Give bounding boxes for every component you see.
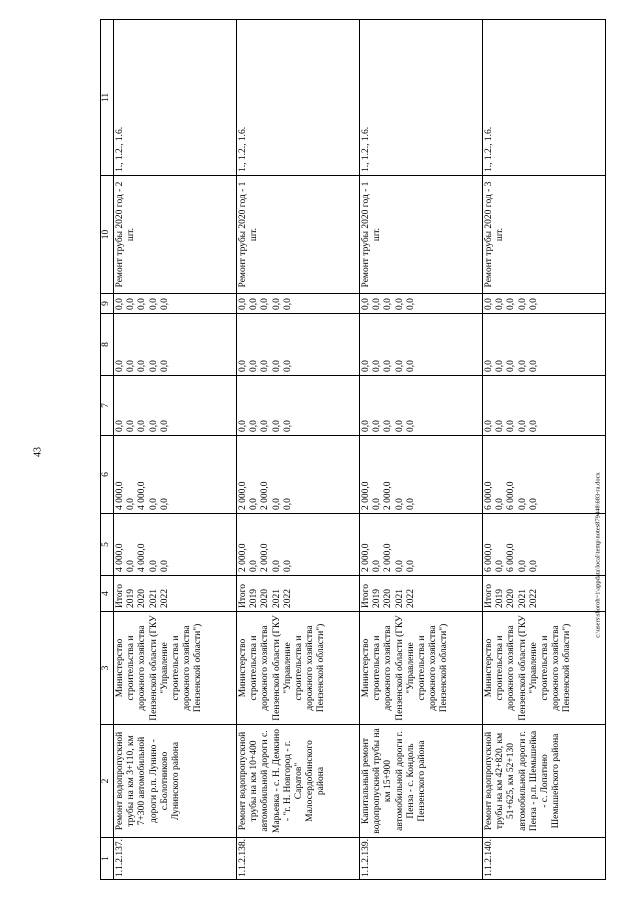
- table-row: [483, 20, 606, 880]
- amount-col7-value: 0,0: [260, 420, 271, 432]
- amount-col8: [237, 314, 360, 376]
- amount-col7-value: 0,0: [126, 420, 137, 432]
- rotated-table-wrapper: [100, 20, 606, 880]
- amount-col6-value: 0,0: [394, 498, 405, 510]
- executor: Министерство строительства и дорожного хозяйства Пензенской области (ГКУ "Управление строительства и дорожного хозяйства Пензенской области"): [360, 612, 483, 725]
- year-cell-value: 2021: [394, 589, 405, 608]
- amount-col9-value: 0,0: [115, 298, 125, 310]
- amount-col9-value: 0,0: [361, 298, 371, 310]
- indicator-link: 1., 1.2., 1.6.: [483, 20, 606, 176]
- amount-col6-value: 2 000,0: [361, 481, 371, 510]
- activity-name: Ремонт водопропускной трубы на км 10+400 автомобильной дороги с. Марьевка - с. Н. Демкино - "г. Н. Новгород - г. Саратов" Малосердобинского района: [237, 725, 360, 838]
- column-number: 3: [101, 612, 114, 725]
- amount-col9-value: 0,0: [271, 298, 282, 310]
- year-cell-value: Итого: [484, 583, 494, 608]
- amount-col8-value: 0,0: [484, 360, 494, 372]
- amount-col9: [360, 294, 483, 314]
- year-cell: [114, 576, 237, 612]
- amount-col9-value: 0,0: [394, 298, 405, 310]
- column-number: 11: [101, 20, 114, 176]
- year-cell-value: 2020: [506, 589, 517, 608]
- amount-col6-value: 0,0: [271, 498, 282, 510]
- year-cell-value: 2019: [126, 589, 137, 608]
- amount-col6-value: 0,0: [249, 498, 260, 510]
- amount-col9-value: 0,0: [528, 298, 539, 310]
- table-row: [360, 20, 483, 880]
- amount-col8-value: 0,0: [271, 360, 282, 372]
- activity-name: Капитальный ремонт водопропускной трубы на км 15+900 автомобильной дороги г. Пенза - с. Кондоль Пензенского района: [360, 725, 483, 838]
- amount-col9-value: 0,0: [238, 298, 248, 310]
- amount-col6-value: 2 000,0: [238, 481, 248, 510]
- executor: Министерство строительства и дорожного хозяйства Пензенской области (ГКУ "Управление строительства и дорожного хозяйства Пензенской области"): [237, 612, 360, 725]
- amount-col9: [483, 294, 606, 314]
- year-cell: [360, 576, 483, 612]
- amount-col8-value: 0,0: [372, 360, 383, 372]
- amount-col8-value: 0,0: [137, 360, 148, 372]
- year-cell-value: Итого: [238, 583, 248, 608]
- amount-col6: [360, 436, 483, 514]
- amount-col6: [114, 436, 237, 514]
- amount-col7-value: 0,0: [282, 420, 293, 432]
- amount-col8-value: 0,0: [260, 360, 271, 372]
- amount-col8-value: 0,0: [238, 360, 248, 372]
- amount-col7-value: 0,0: [238, 420, 248, 432]
- amount-col8: [114, 314, 237, 376]
- amount-col9-value: 0,0: [159, 298, 170, 310]
- amount-col7-value: 0,0: [372, 420, 383, 432]
- expected-result: Ремонт трубы 2020 год - 2 шт.: [114, 176, 237, 294]
- amount-col7: [483, 376, 606, 436]
- amount-col5-value: 2 000,0: [260, 543, 271, 572]
- amount-col7: [237, 376, 360, 436]
- amount-col9-value: 0,0: [517, 298, 528, 310]
- amount-col7-value: 0,0: [383, 420, 394, 432]
- executor: Министерство строительства и дорожного хозяйства Пензенской области (ГКУ "Управление строительства и дорожного хозяйства Пензенской области"): [114, 612, 237, 725]
- year-cell-value: 2022: [282, 589, 293, 608]
- year-cell-value: 2019: [372, 589, 383, 608]
- amount-col8-value: 0,0: [517, 360, 528, 372]
- expected-result: Ремонт трубы 2020 год - 3 шт.: [483, 176, 606, 294]
- amount-col7-value: 0,0: [159, 420, 170, 432]
- amount-col5-value: 0,0: [528, 560, 539, 572]
- amount-col5-value: 2 000,0: [361, 543, 371, 572]
- amount-col8-value: 0,0: [495, 360, 506, 372]
- amount-col8-value: 0,0: [405, 360, 416, 372]
- amount-col9-value: 0,0: [137, 298, 148, 310]
- amount-col5-value: 0,0: [405, 560, 416, 572]
- amount-col6: [237, 436, 360, 514]
- amount-col8-value: 0,0: [126, 360, 137, 372]
- amount-col8-value: 0,0: [159, 360, 170, 372]
- amount-col8-value: 0,0: [282, 360, 293, 372]
- column-number: 8: [101, 314, 114, 376]
- amount-col5: [237, 514, 360, 576]
- amount-col7-value: 0,0: [495, 420, 506, 432]
- amount-col7-value: 0,0: [394, 420, 405, 432]
- amount-col7-value: 0,0: [361, 420, 371, 432]
- amount-col8-value: 0,0: [115, 360, 125, 372]
- amount-col7-value: 0,0: [506, 420, 517, 432]
- column-number: 7: [101, 376, 114, 436]
- amount-col5-value: 0,0: [148, 560, 159, 572]
- year-cell-value: 2022: [159, 589, 170, 608]
- amount-col5: [114, 514, 237, 576]
- amount-col6-value: 2 000,0: [383, 481, 394, 510]
- indicator-link: 1., 1.2., 1.6.: [114, 20, 237, 176]
- amount-col7-value: 0,0: [271, 420, 282, 432]
- column-number: 10: [101, 176, 114, 294]
- amount-col9-value: 0,0: [260, 298, 271, 310]
- row-number: 1.1.2.140.: [483, 838, 606, 880]
- amount-col9-value: 0,0: [495, 298, 506, 310]
- column-number: 6: [101, 436, 114, 514]
- amount-col9: [237, 294, 360, 314]
- year-cell-value: 2019: [249, 589, 260, 608]
- column-number: 5: [101, 514, 114, 576]
- amount-col9-value: 0,0: [126, 298, 137, 310]
- program-table: [100, 19, 606, 880]
- activity-name: Ремонт водопропускной трубы на км 3+110, км 7+300 автомобильной дороги р.п. Лунино - с.Болотниково Лунинского района: [114, 725, 237, 838]
- amount-col6-value: 0,0: [405, 498, 416, 510]
- amount-col6-value: 6 000,0: [484, 481, 494, 510]
- amount-col5: [483, 514, 606, 576]
- amount-col8: [360, 314, 483, 376]
- amount-col6-value: 4 000,0: [137, 481, 148, 510]
- amount-col8-value: 0,0: [361, 360, 371, 372]
- year-cell-value: 2020: [260, 589, 271, 608]
- amount-col5-value: 0,0: [495, 560, 506, 572]
- amount-col5-value: 2 000,0: [383, 543, 394, 572]
- amount-col6-value: 6 000,0: [506, 481, 517, 510]
- amount-col9-value: 0,0: [282, 298, 293, 310]
- column-number-row: [101, 20, 114, 880]
- amount-col9-value: 0,0: [372, 298, 383, 310]
- amount-col6-value: 0,0: [282, 498, 293, 510]
- amount-col8-value: 0,0: [249, 360, 260, 372]
- amount-col8: [483, 314, 606, 376]
- amount-col6-value: 0,0: [159, 498, 170, 510]
- activity-name: Ремонт водопропускной трубы на км 42+820, км 51+625, км 52+130 автомобильной дороги г. Пенза - р.п. Шемышейка - с. Лопатино Шемышейского района: [483, 725, 606, 838]
- column-number: 9: [101, 294, 114, 314]
- year-cell-value: 2020: [383, 589, 394, 608]
- row-number: 1.1.2.139.: [360, 838, 483, 880]
- amount-col7-value: 0,0: [115, 420, 125, 432]
- amount-col7-value: 0,0: [405, 420, 416, 432]
- amount-col9-value: 0,0: [405, 298, 416, 310]
- year-cell-value: 2019: [495, 589, 506, 608]
- amount-col5-value: 0,0: [517, 560, 528, 572]
- year-cell: [483, 576, 606, 612]
- year-cell-value: 2020: [137, 589, 148, 608]
- expected-result: Ремонт трубы 2020 год - 1 шт.: [237, 176, 360, 294]
- amount-col6-value: 0,0: [517, 498, 528, 510]
- amount-col6-value: 0,0: [148, 498, 159, 510]
- file-path-footer: c:\users\shoroh~1\appdata\local\temp\notes879448\683-ra.docx: [594, 472, 602, 638]
- amount-col6: [483, 436, 606, 514]
- year-cell-value: 2021: [271, 589, 282, 608]
- executor: Министерство строительства и дорожного хозяйства Пензенской области (ГКУ "Управление строительства и дорожного хозяйства Пензенской области"): [483, 612, 606, 725]
- amount-col9-value: 0,0: [249, 298, 260, 310]
- amount-col5-value: 2 000,0: [238, 543, 248, 572]
- table-row: [237, 20, 360, 880]
- table-row: [114, 20, 237, 880]
- row-number: 1.1.2.137.: [114, 838, 237, 880]
- amount-col7-value: 0,0: [148, 420, 159, 432]
- amount-col8-value: 0,0: [506, 360, 517, 372]
- amount-col5-value: 6 000,0: [506, 543, 517, 572]
- amount-col8-value: 0,0: [383, 360, 394, 372]
- amount-col5-value: 0,0: [126, 560, 137, 572]
- amount-col9-value: 0,0: [484, 298, 494, 310]
- amount-col5-value: 0,0: [159, 560, 170, 572]
- amount-col8-value: 0,0: [148, 360, 159, 372]
- amount-col6-value: 0,0: [495, 498, 506, 510]
- amount-col7: [114, 376, 237, 436]
- year-cell-value: Итого: [115, 583, 125, 608]
- amount-col5-value: 6 000,0: [484, 543, 494, 572]
- amount-col9: [114, 294, 237, 314]
- column-number: 1: [101, 838, 114, 880]
- amount-col7-value: 0,0: [249, 420, 260, 432]
- year-cell-value: Итого: [361, 583, 371, 608]
- amount-col6-value: 4 000,0: [115, 481, 125, 510]
- expected-result: Ремонт трубы 2020 год - 1 шт.: [360, 176, 483, 294]
- year-cell-value: 2022: [405, 589, 416, 608]
- rotated-table-area: [100, 20, 606, 880]
- amount-col5-value: 4 000,0: [115, 543, 125, 572]
- column-number: 2: [101, 725, 114, 838]
- amount-col6-value: 0,0: [528, 498, 539, 510]
- amount-col6-value: 0,0: [372, 498, 383, 510]
- row-number: 1.1.2.138.: [237, 838, 360, 880]
- year-cell: [237, 576, 360, 612]
- amount-col7-value: 0,0: [484, 420, 494, 432]
- year-cell-value: 2021: [517, 589, 528, 608]
- year-cell-value: 2022: [528, 589, 539, 608]
- amount-col5-value: 0,0: [271, 560, 282, 572]
- amount-col9-value: 0,0: [148, 298, 159, 310]
- amount-col8-value: 0,0: [528, 360, 539, 372]
- amount-col5: [360, 514, 483, 576]
- indicator-link: 1., 1.2., 1.6.: [360, 20, 483, 176]
- table-body: [114, 20, 606, 880]
- amount-col5-value: 0,0: [394, 560, 405, 572]
- amount-col9-value: 0,0: [506, 298, 517, 310]
- year-cell-value: 2021: [148, 589, 159, 608]
- amount-col9-value: 0,0: [383, 298, 394, 310]
- amount-col5-value: 0,0: [249, 560, 260, 572]
- indicator-link: 1., 1.2., 1.6.: [237, 20, 360, 176]
- amount-col5-value: 0,0: [372, 560, 383, 572]
- amount-col7-value: 0,0: [528, 420, 539, 432]
- amount-col8-value: 0,0: [394, 360, 405, 372]
- amount-col7-value: 0,0: [517, 420, 528, 432]
- amount-col5-value: 4 000,0: [137, 543, 148, 572]
- amount-col7-value: 0,0: [137, 420, 148, 432]
- column-number: 4: [101, 576, 114, 612]
- amount-col7: [360, 376, 483, 436]
- amount-col6-value: 2 000,0: [260, 481, 271, 510]
- page-number: 43: [32, 447, 44, 457]
- amount-col6-value: 0,0: [126, 498, 137, 510]
- amount-col5-value: 0,0: [282, 560, 293, 572]
